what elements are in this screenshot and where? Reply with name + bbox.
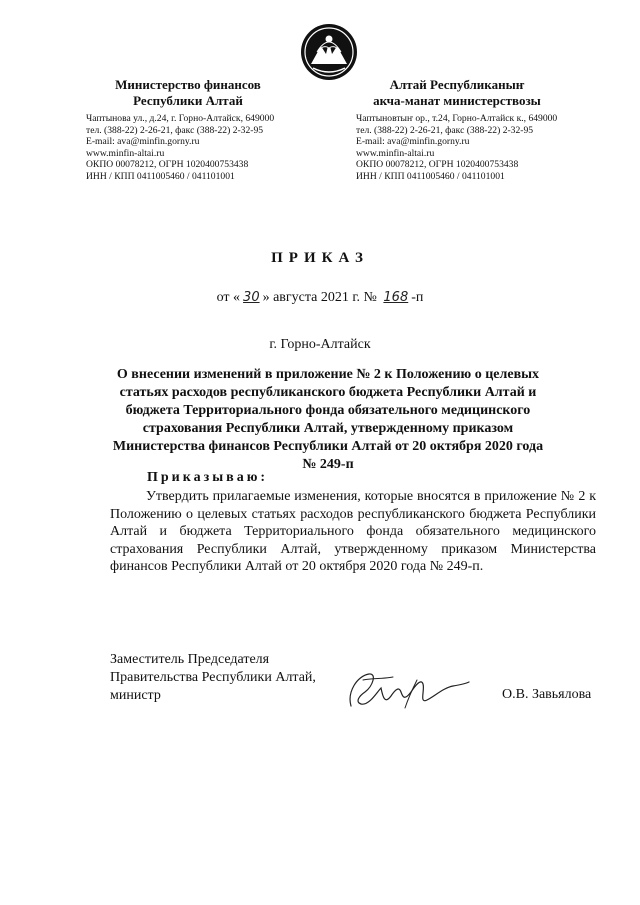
document-number: 168: [383, 290, 409, 305]
document-subject: О внесении изменений в приложение № 2 к Положению о целевых статьях расходов республиканского бюджета Республики Алтай и бюджета Территориального фонда обязательного медицинского страхования Республики Алтай, утвержденному приказом Министерства финансов Республики Алтай от 20 октября 2020 года № 249-п: [112, 367, 544, 472]
org-name-right-line1: Алтай Республиканыҥ: [389, 77, 525, 92]
signer-position-line2: Правительства Республики Алтай,: [110, 670, 316, 685]
contact-line: ИНН / КПП 0411005460 / 041101001: [86, 170, 235, 182]
number-suffix: -п: [411, 290, 424, 305]
document-type: ПРИКАЗ: [271, 250, 369, 266]
contacts-right: [356, 113, 557, 183]
contact-line: ОКПО 00078212, ОГРН 1020400753438: [356, 159, 519, 171]
contact-line: ИНН / КПП 0411005460 / 041101001: [356, 170, 505, 182]
org-name-left-line1: Министерство финансов: [115, 77, 261, 92]
contact-line: тел. (388-22) 2-26-21, факс (388-22) 2-32-95: [356, 124, 534, 136]
org-name-right-line2: акча-манат министерствозы: [373, 93, 541, 108]
document-city: г. Горно-Алтайск: [269, 337, 371, 352]
handwritten-signature-icon: [343, 662, 473, 722]
republic-emblem-icon: [299, 22, 359, 82]
signer-position-line1: Заместитель Председателя: [110, 652, 270, 667]
contact-website: www.minfin-altai.ru: [86, 147, 165, 159]
date-day: 30: [243, 290, 260, 305]
document-date-line: [0, 290, 640, 306]
contact-email: E-mail: ava@minfin.gorny.ru: [356, 136, 470, 148]
contact-line: ОКПО 00078212, ОГРН 1020400753438: [86, 159, 249, 171]
contact-line: тел. (388-22) 2-26-21, факс (388-22) 2-32-95: [86, 124, 264, 136]
org-name-right: [352, 77, 562, 109]
date-middle: » августа 2021 г. №: [262, 290, 377, 305]
contact-line: Чаптынова ул., д.24, г. Горно-Алтайск, 649000: [86, 113, 275, 124]
contact-email: E-mail: ava@minfin.gorny.ru: [86, 136, 200, 148]
org-name-left: [88, 77, 288, 109]
signer-name: О.В. Завьялова: [502, 687, 592, 702]
document-body: Утвердить прилагаемые изменения, которые вносятся в приложение № 2 к Положению о целевых статьях расходов республиканского бюджета Республики Алтай и бюджета Территориального фонда обязательного медицинского страхования Республики Алтай, утвержденному приказом Министерства финансов Республики Алтай от 20 октября 2020 года № 249-п.: [110, 489, 596, 574]
contact-line: Чаптыновтыҥ ор., т.24, Горно-Алтайск к., 649000: [356, 113, 558, 124]
signer-position: [110, 651, 316, 705]
contact-website: www.minfin-altai.ru: [356, 147, 435, 159]
signer-position-line3: министр: [110, 688, 161, 703]
date-prefix: от «: [216, 290, 241, 305]
org-name-left-line2: Республики Алтай: [133, 93, 243, 108]
contacts-left: [86, 113, 274, 183]
order-word: Приказываю:: [147, 470, 269, 485]
